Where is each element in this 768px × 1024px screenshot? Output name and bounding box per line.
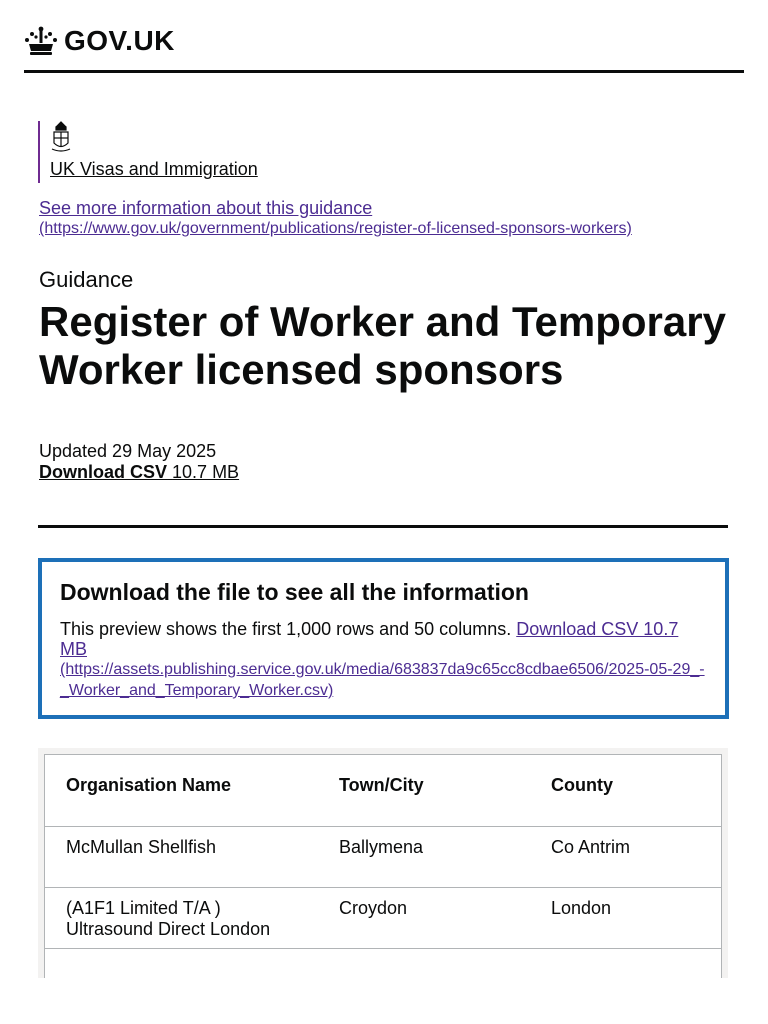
table-cell: Croydon	[318, 887, 530, 948]
column-header: Town/City	[318, 755, 530, 826]
more-information-url[interactable]: (https://www.gov.uk/government/publications/register-of-licensed-sponsors-workers)	[39, 220, 632, 237]
guidance-info	[39, 198, 739, 239]
notice-download-url[interactable]: (https://assets.publishing.service.gov.uk/media/683837da9c65cc8cdbae6506/2025-05-29_-_Worker_and_Temporary_Worker.csv)	[60, 661, 705, 699]
table-cell: (A1F1 Limited T/A ) Ultrasound Direct London	[45, 887, 318, 948]
page-caption: Guidance	[39, 267, 134, 292]
preview-table-container[interactable]	[38, 748, 728, 978]
crown-icon	[24, 26, 58, 56]
download-csv-label: Download CSV	[39, 462, 168, 482]
download-csv-link[interactable]	[39, 462, 239, 482]
notice-body	[60, 619, 707, 701]
organisation-logo	[38, 121, 258, 183]
notice-download-link[interactable]: Download CSV 10.7 MB	[60, 619, 679, 659]
column-header: County	[530, 755, 721, 826]
table-row	[45, 887, 721, 948]
notice-text: This preview shows the first 1,000 rows and 50 columns.	[60, 619, 512, 639]
table-header-row	[45, 755, 721, 826]
table-cell: Co Antrim	[530, 826, 721, 887]
table-cell: London	[530, 887, 721, 948]
table-row	[45, 826, 721, 887]
notice-heading: Download the file to see all the information	[60, 579, 529, 605]
download-csv	[39, 462, 239, 483]
table-cell: McMullan Shellfish	[45, 826, 318, 887]
preview-table	[45, 755, 721, 949]
more-information-link[interactable]: See more information about this guidance	[39, 198, 373, 218]
preview-table-inner	[44, 754, 722, 978]
page-title: Register of Worker and Temporary Worker licensed sponsors	[39, 298, 726, 393]
royal-crest-icon	[50, 121, 72, 155]
download-notice	[38, 558, 729, 719]
column-header: Organisation Name	[45, 755, 318, 826]
updated-date: Updated 29 May 2025	[39, 441, 217, 461]
section-divider	[38, 525, 728, 528]
logo-text: GOV.UK	[64, 25, 175, 56]
govuk-logo-link[interactable]	[24, 26, 744, 56]
table-cell: Ballymena	[318, 826, 530, 887]
download-csv-size: 10.7 MB	[172, 462, 240, 482]
govuk-header	[24, 26, 744, 73]
organisation-link[interactable]: UK Visas and Immigration	[50, 159, 258, 179]
